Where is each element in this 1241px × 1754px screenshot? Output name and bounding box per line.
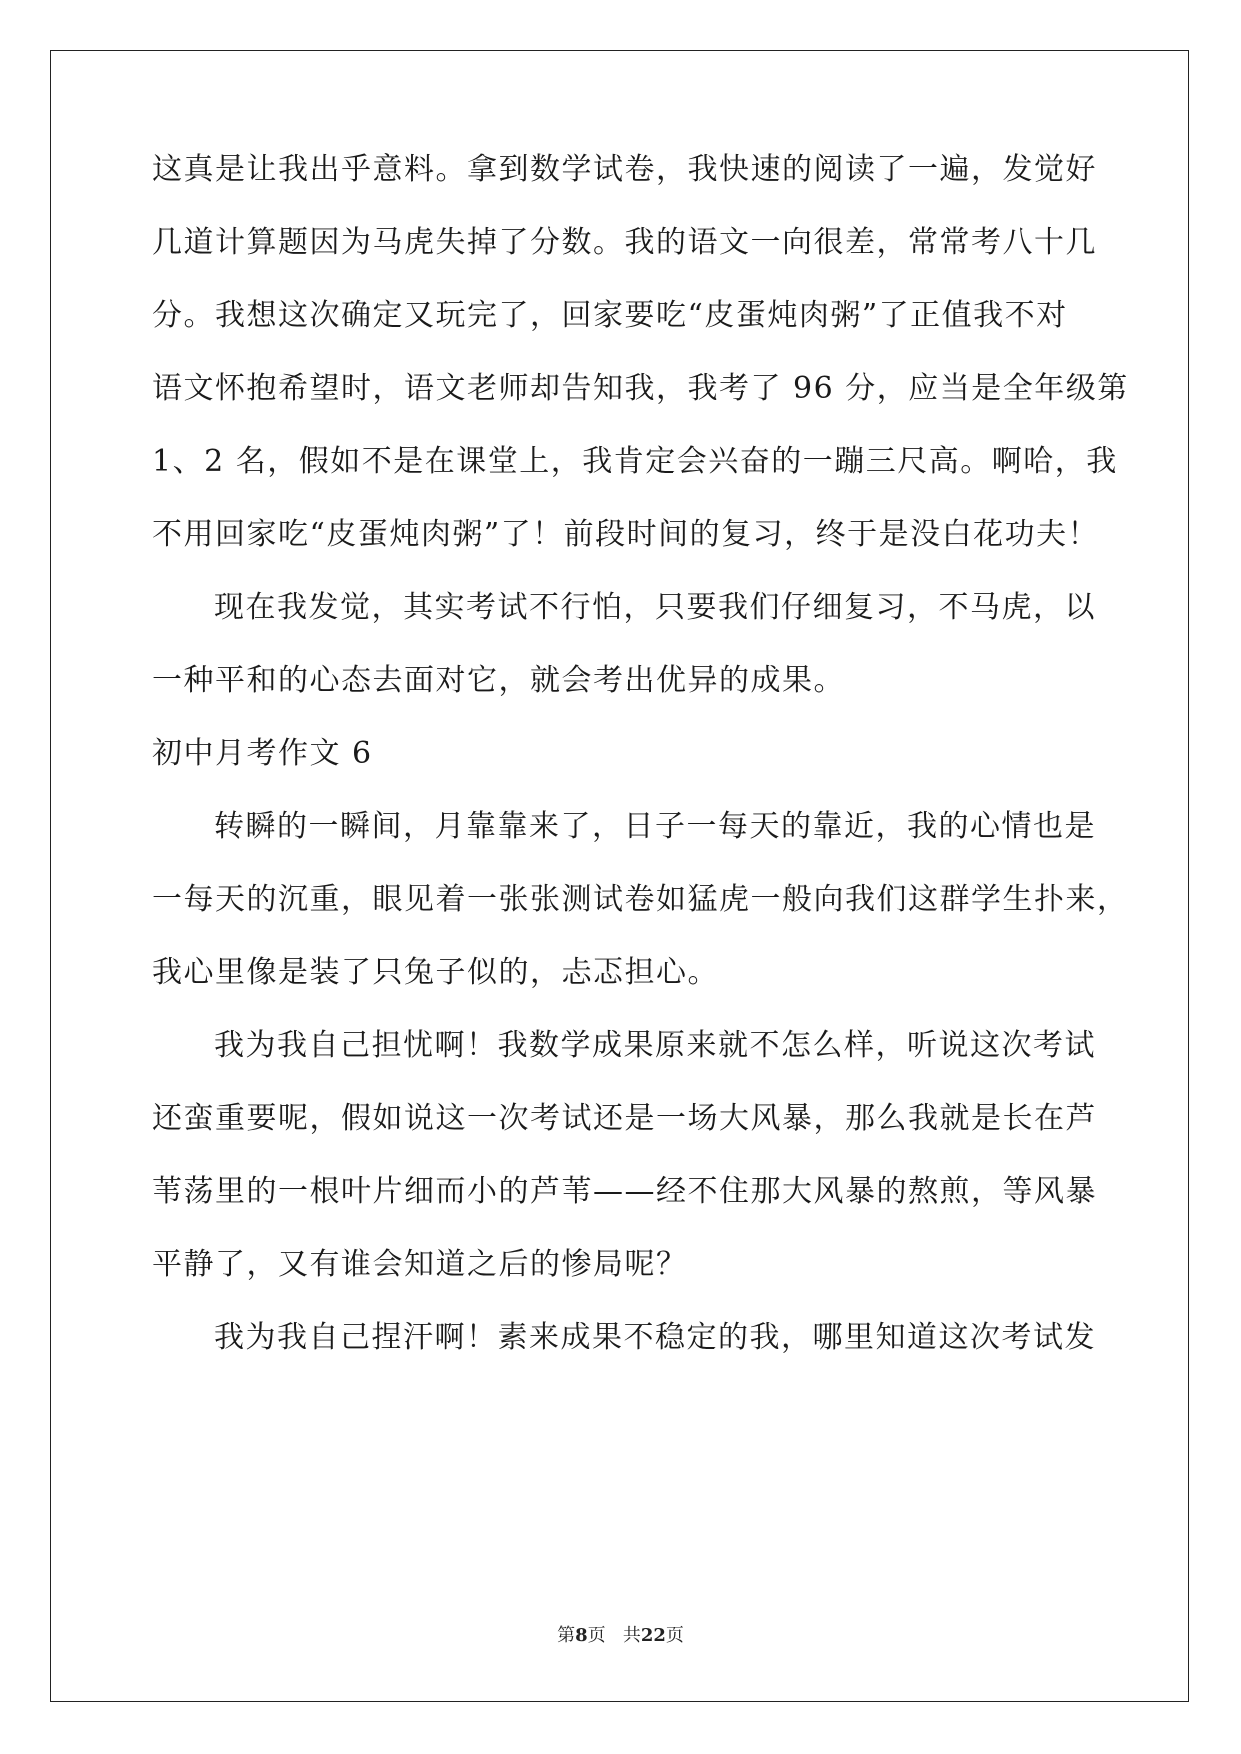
text-line-3: 分。我想这次确定又玩完了，回家要吃“皮蛋炖肉粥”了正值我不对 (152, 298, 1068, 333)
text-line-7: 现在我发觉，其实考试不行怕，只要我们仔细复习，不马虎，以 (214, 590, 1096, 625)
section-heading: 初中月考作文 6 (152, 736, 373, 771)
text-line-11: 一每天的沉重，眼见着一张张测试卷如猛虎一般向我们这群学生扑来， (152, 882, 1129, 917)
footer-total-unit: 页 (665, 1625, 684, 1646)
footer-prefix: 第 (557, 1625, 576, 1646)
text-line-16: 平静了，又有谁会知道之后的惨局呢？ (152, 1247, 688, 1282)
footer-page-unit: 页 (587, 1625, 606, 1646)
text-line-4: 语文怀抱希望时，语文老师却告知我，我考了 96 分，应当是全年级第 (152, 371, 1129, 406)
text-line-5: 1、2 名，假如不是在课堂上，我肯定会兴奋的一蹦三尺高。啊哈，我 (152, 444, 1118, 479)
text-line-6: 不用回家吃“皮蛋炖肉粥”了！前段时间的复习，终于是没白花功夫！ (152, 517, 1100, 552)
text-line-14: 还蛮重要呢，假如说这一次考试还是一场大风暴，那么我就是长在芦 (152, 1101, 1097, 1136)
text-line-17: 我为我自己捏汗啊！素来成果不稳定的我，哪里知道这次考试发 (214, 1320, 1096, 1355)
text-line-2: 几道计算题因为马虎失掉了分数。我的语文一向很差，常常考八十几 (152, 225, 1097, 260)
footer-total-number: 22 (640, 1625, 666, 1646)
text-line-10: 转瞬的一瞬间，月靠靠来了，日子一每天的靠近，我的心情也是 (214, 809, 1096, 844)
page-footer (0, 1624, 1241, 1648)
text-line-12: 我心里像是装了只兔子似的，忐忑担心。 (152, 955, 719, 990)
footer-total-prefix: 共 (622, 1625, 641, 1646)
footer-page-number: 8 (575, 1625, 588, 1646)
text-line-1: 这真是让我出乎意料。拿到数学试卷，我快速的阅读了一遍，发觉好 (152, 152, 1097, 187)
text-line-8: 一种平和的心态去面对它，就会考出优异的成果。 (152, 663, 845, 698)
text-line-15: 苇荡里的一根叶片细而小的芦苇——经不住那大风暴的熬煎，等风暴 (152, 1174, 1097, 1209)
text-line-13: 我为我自己担忧啊！我数学成果原来就不怎么样，听说这次考试 (214, 1028, 1096, 1063)
